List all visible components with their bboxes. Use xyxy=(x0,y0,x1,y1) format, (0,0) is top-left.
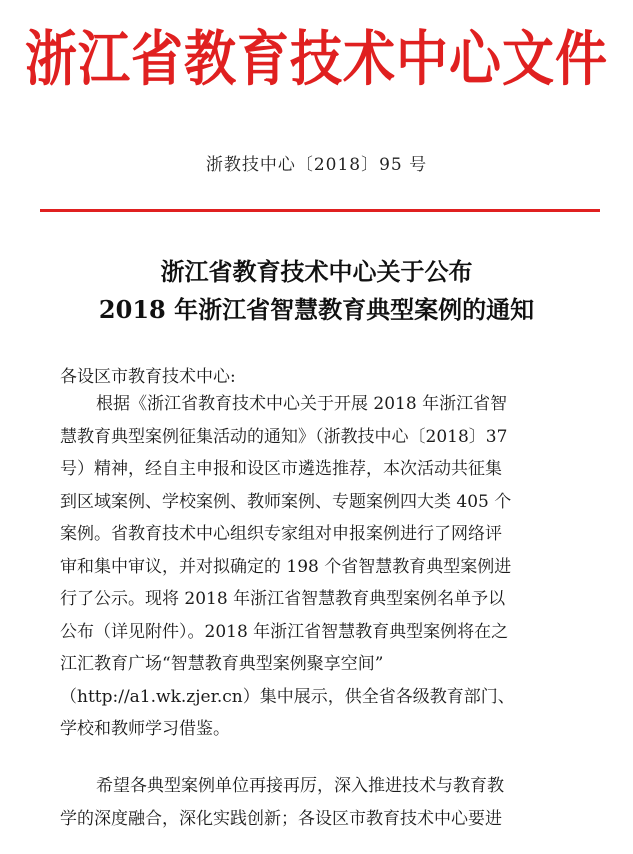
paragraph-line: 江汇教育广场“智慧教育典型案例聚享空间” xyxy=(60,654,384,674)
body-paragraph-2 xyxy=(60,770,580,835)
paragraph-line: 审和集中审议，并对拟确定的 198 个省智慧教育典型案例进 xyxy=(60,556,512,577)
paragraph-line: （http://a1.wk.zjer.cn）集中展示，供全省各级教育部门、 xyxy=(60,686,515,707)
red-divider-line xyxy=(40,209,600,212)
paragraph-line: 根据《浙江省教育技术中心关于开展 2018 年浙江省智 xyxy=(96,394,508,414)
paragraph-line: 公布（详见附件）。2018 年浙江省智慧教育典型案例将在之 xyxy=(60,621,509,642)
notice-title-line-1: 浙江省教育技术中心关于公布 xyxy=(160,257,473,286)
paragraph-line: 案例。省教育技术中心组织专家组对申报案例进行了网络评 xyxy=(60,524,502,544)
paragraph-line: 号）精神，经自主申报和设区市遴选推荐，本次活动共征集 xyxy=(60,459,502,479)
body-paragraph-1 xyxy=(60,388,580,746)
paragraph-line: 希望各典型案例单位再接再厉，深入推进技术与教育教 xyxy=(96,776,504,796)
paragraph-line: 学的深度融合，深化实践创新；各设区市教育技术中心要进 xyxy=(60,808,502,829)
paragraph-line: 学校和教师学习借鉴。 xyxy=(60,719,230,739)
paragraph-line: 行了公示。现将 2018 年浙江省智慧教育典型案例名单予以 xyxy=(60,589,506,609)
salutation: 各设区市教育技术中心: xyxy=(60,367,236,387)
paragraph-line: 到区域案例、学校案例、教师案例、专题案例四大类 405 个 xyxy=(60,491,512,512)
document-masthead: 浙江省教育技术中心文件 xyxy=(24,25,608,95)
notice-title-line-2: 2018 年浙江省智慧教育典型案例的通知 xyxy=(98,295,535,324)
paragraph-line: 慧教育典型案例征集活动的通知》（浙教技中心〔2018〕37 xyxy=(60,426,508,447)
document-number: 浙教技中心〔2018〕95 号 xyxy=(205,155,428,175)
